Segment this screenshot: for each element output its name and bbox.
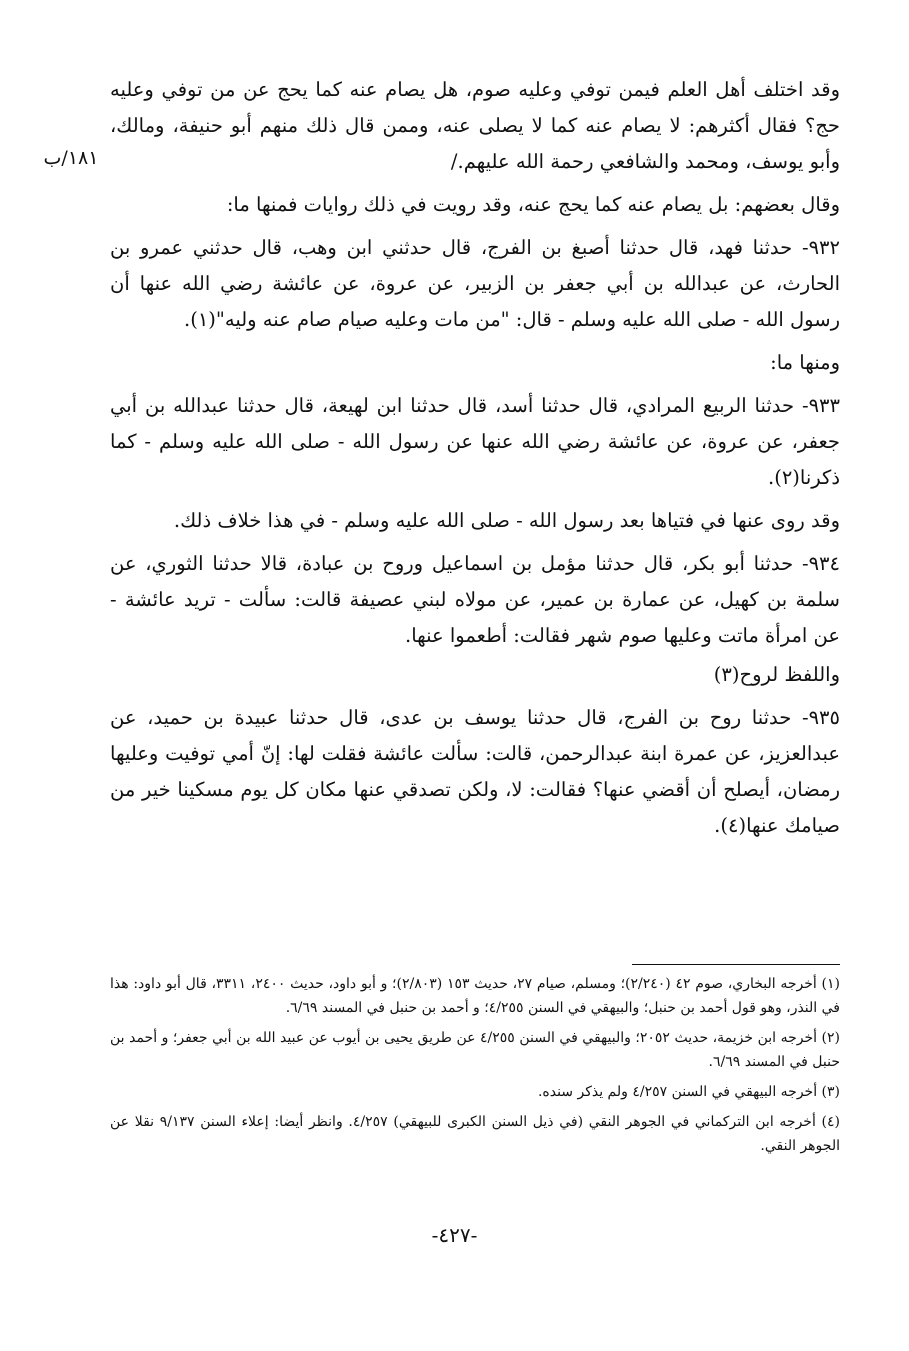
paragraph-intro: وقد اختلف أهل العلم فيمن توفي وعليه صوم، هل يصام عنه كما يحج عن من توفي وعليه حج؟ فقال أكثرهم: لا يصام عنه كما لا يصلى عنه، وممن قال ذلك منهم أبو حنيفة، ومالك، وأبو يوسف، ومحمد والشافعي رحمة الله عليهم./ — [110, 78, 840, 173]
hadith-933: ٩٣٣- حدثنا الربيع المرادي، قال حدثنا أسد، قال حدثنا ابن لهيعة، قال حدثنا عبدالله بن أبي جعفر، عن عروة، عن عائشة رضي الله عنها عن رسول الله - صلى الله عليه وسلم - كما ذكرنا(٢). — [110, 394, 840, 489]
main-text — [110, 72, 840, 851]
paragraph-fatwa: وقد روى عنها في فتياها بعد رسول الله - صلى الله عليه وسلم - في هذا خلاف ذلك. — [173, 509, 840, 532]
folio-marker: ١٨١/ب — [43, 147, 99, 169]
paragraph-minha: ومنها ما: — [770, 351, 840, 374]
footnote-3: (٣) أخرجه البيهقي في السنن ٤/٢٥٧ ولم يذكر سنده. — [537, 1084, 840, 1100]
page-number: -٤٢٧- — [431, 1223, 478, 1247]
footnote-separator — [632, 964, 840, 965]
footnote-1: (١) أخرجه البخاري، صوم ٤٢ (٢/٢٤٠)؛ ومسلم، صيام ٢٧، حديث ١٥٣ (٢/٨٠٣)؛ و أبو داود، حديث ٢٤٠٠، ٣٣١١، قال أبو داود: هذا في النذر، وهو قول أحمد بن حنبل؛ والبيهقي في السنن ٤/٢٥٥؛ و أحمد بن حنبل في المسند ٦/٦٩. — [110, 976, 840, 1016]
footnotes — [110, 972, 840, 1164]
paragraph-lafz: واللفظ لروح(٣) — [713, 663, 840, 686]
hadith-932: ٩٣٢- حدثنا فهد، قال حدثنا أصبغ بن الفرج، قال حدثني ابن وهب، قال حدثني عمرو بن الحارث، عن عبدالله بن أبي جعفر بن الزبير، عن عروة، عن عائشة رضي الله عنها أن رسول الله - صلى الله عليه وسلم - قال: "من مات وعليه صيام صام عنه وليه"(١). — [110, 236, 840, 331]
footnote-2: (٢) أخرجه ابن خزيمة، حديث ٢٠٥٢؛ والبيهقي في السنن ٤/٢٥٥ عن طريق يحيى بن أيوب عن عبيد الله بن أبي جعفر؛ و أحمد بن حنبل في المسند ٦/٦٩. — [110, 1030, 841, 1070]
paragraph-opinion: وقال بعضهم: بل يصام عنه كما يحج عنه، وقد رويت في ذلك روايات فمنها ما: — [226, 193, 840, 216]
hadith-935: ٩٣٥- حدثنا روح بن الفرج، قال حدثنا يوسف بن عدى، قال حدثنا عبيدة بن حميد، عن عبدالعزيز، عن عمرة ابنة عبدالرحمن، قالت: سألت عائشة فقلت لها: إنّ أمي توفيت وعليها رمضان، أيصلح أن أقضي عنها؟ فقالت: لا، ولكن تصدقي عنها مكان كل يوم مسكينا خير من صيامك عنها(٤). — [110, 706, 840, 837]
footnote-4: (٤) أخرجه ابن التركماني في الجوهر النقي (في ذيل السنن الكبرى للبيهقي) ٤/٢٥٧. وانظر أيضا: إعلاء السنن ٩/١٣٧ نقلا عن الجوهر النقي. — [110, 1114, 840, 1154]
hadith-934: ٩٣٤- حدثنا أبو بكر، قال حدثنا مؤمل بن اسماعيل وروح بن عبادة، قالا حدثنا الثوري، عن سلمة بن كهيل، عن عمارة بن عمير، عن مولاه لبني عصيفة قالت: سألت - تريد عائشة - عن امرأة ماتت وعليها صوم شهر فقالت: أطعموا عنها. — [110, 552, 840, 647]
